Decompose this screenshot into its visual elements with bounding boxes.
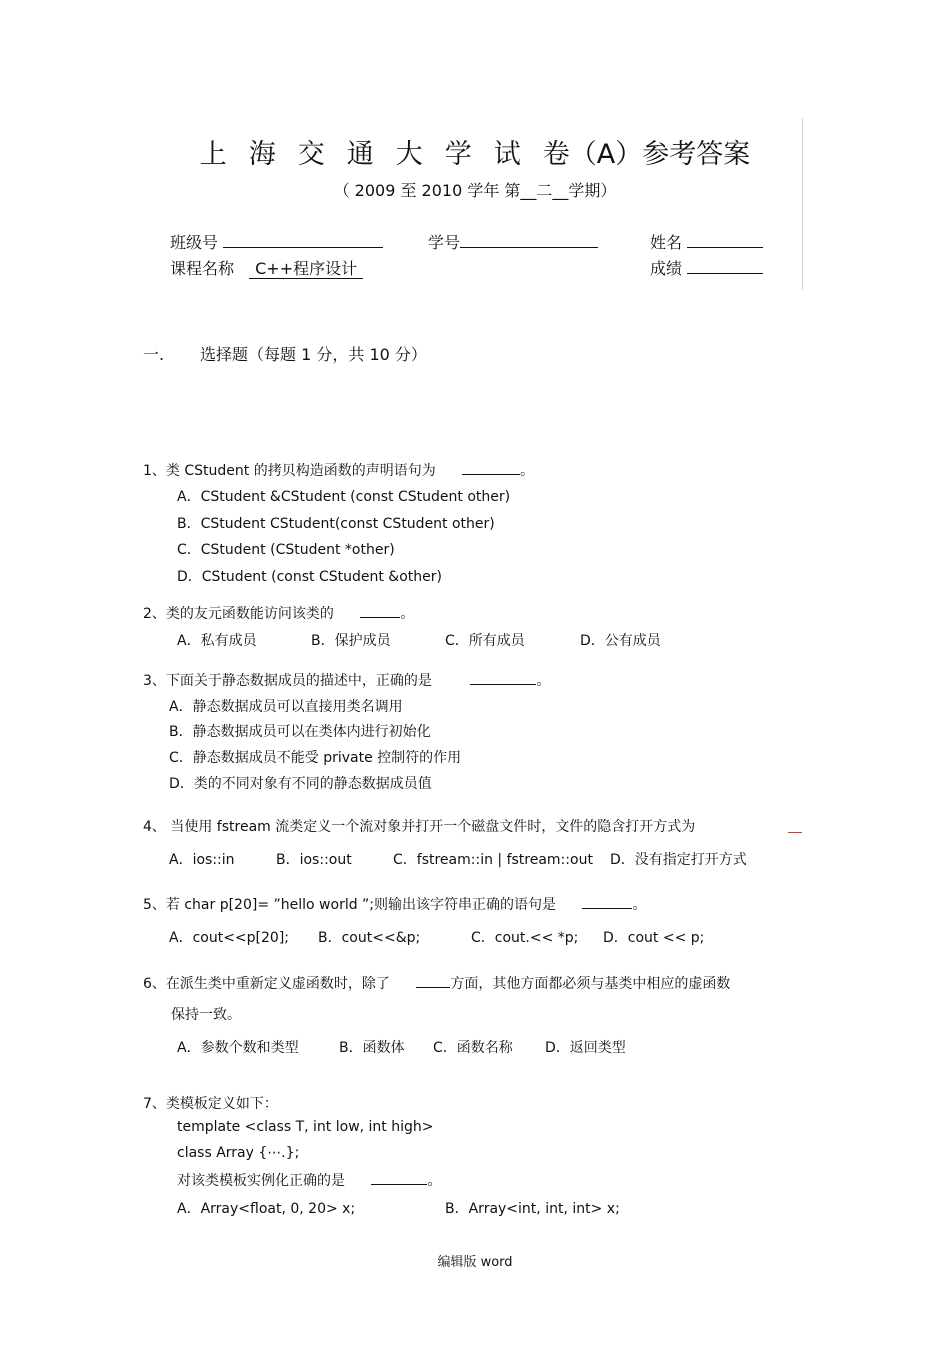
class-label: 班级号: [170, 233, 219, 252]
question-2-option-b: B．保护成员: [311, 633, 391, 649]
question-4-option-c: C．fstream::in | fstream::out: [393, 852, 593, 868]
question-3-option-d: D．类的不同对象有不同的静态数据成员值: [169, 776, 432, 792]
title-char: 试: [493, 139, 521, 170]
question-end: 。: [400, 606, 415, 622]
question-2-option-a: A．私有成员: [177, 633, 257, 649]
answer-blank: [582, 894, 632, 909]
question-1-option-a: A．CStudent &CStudent (const CStudent other): [177, 489, 511, 505]
question-6-stem: [143, 973, 730, 993]
margin-line: [802, 118, 803, 290]
score-blank: [687, 259, 763, 274]
question-1-stem: [143, 460, 534, 480]
exam-subtitle: （ 2009 至 2010 学年 第__二__学期）: [333, 181, 617, 200]
question-6-option-c: C．函数名称: [433, 1040, 513, 1056]
title-char: 通: [346, 139, 374, 170]
code-line: class Array {⋯.};: [177, 1145, 300, 1161]
question-1-option-b: B．CStudent CStudent(const CStudent other): [177, 516, 495, 532]
answer-blank: [462, 460, 520, 475]
question-text: 2、类的友元函数能访问该类的: [143, 606, 334, 622]
question-3-option-b: B．静态数据成员可以在类体内进行初始化: [169, 724, 431, 740]
question-6-option-b: B．函数体: [339, 1040, 405, 1056]
code-line: template <class T, int low, int high>: [177, 1119, 434, 1135]
page-footer: 编辑版 word: [437, 1255, 513, 1270]
question-2-option-c: C．所有成员: [445, 633, 525, 649]
question-4-option-b: B．ios::out: [276, 852, 352, 868]
answer-blank: [788, 818, 802, 837]
question-5-option-d: D．cout << p;: [603, 930, 705, 946]
answer-blank: [360, 603, 400, 618]
question-4-option-a: A．ios::in: [169, 852, 235, 868]
class-field: [170, 230, 383, 253]
question-text-after: 方面，其他方面都必须与基类中相应的虚函数: [450, 976, 731, 992]
question-end: 。: [520, 463, 535, 479]
question-end: 。: [536, 673, 551, 689]
course-value: C++程序设计: [249, 259, 363, 279]
title-char: 海: [248, 139, 276, 170]
question-5-option-a: A．cout<<p[20];: [169, 930, 290, 946]
question-7-option-b: B．Array<int, int, int> x;: [445, 1201, 620, 1217]
question-text: 6、在派生类中重新定义虚函数时，除了: [143, 976, 390, 992]
question-7-option-a: A．Array<float, 0, 20> x;: [177, 1201, 356, 1217]
question-text: 5、若 char p[20]= ”hello world ”;则输出该字符串正确的语句是: [143, 897, 557, 913]
question-4-option-d: D．没有指定打开方式: [610, 852, 747, 868]
answer-blank: [470, 670, 536, 685]
title-char: 大: [395, 139, 423, 170]
score-label: 成绩: [650, 259, 683, 278]
student-id-field: [428, 230, 598, 253]
student-id-blank: [460, 233, 598, 248]
question-5-stem: [143, 894, 646, 914]
question-3-stem: [143, 670, 550, 690]
answer-blank: [371, 1170, 427, 1185]
question-text: 对该类模板实例化正确的是: [177, 1173, 345, 1189]
score-field: [650, 256, 763, 279]
question-2-option-d: D．公有成员: [580, 633, 661, 649]
question-7-stem: 7、类模板定义如下：: [143, 1096, 278, 1112]
question-4-stem: 4、 当使用 fstream 流类定义一个流对象并打开一个磁盘文件时，文件的隐含打开方式为: [143, 819, 696, 835]
question-1-option-c: C．CStudent (CStudent *other): [177, 542, 395, 558]
title-char: 上: [199, 139, 227, 170]
title-char: 交: [297, 139, 325, 170]
section-heading: 选择题（每题 1 分，共 10 分）: [200, 345, 427, 364]
course-field: [170, 256, 363, 279]
question-7-prompt: [177, 1170, 441, 1190]
name-label: 姓名: [650, 233, 683, 252]
question-end: 。: [427, 1173, 442, 1189]
question-6-option-d: D．返回类型: [545, 1040, 626, 1056]
question-3-option-a: A．静态数据成员可以直接用类名调用: [169, 699, 403, 715]
red-mark: [788, 820, 802, 833]
section-number: 一.: [143, 345, 165, 364]
question-6-option-a: A．参数个数和类型: [177, 1040, 299, 1056]
answer-blank: [416, 973, 450, 988]
question-text: 1、类 CStudent 的拷贝构造函数的声明语句为: [143, 463, 436, 479]
question-1-option-d: D．CStudent (const CStudent &other): [177, 569, 442, 585]
course-label: 课程名称: [170, 259, 235, 278]
student-id-label: 学号: [428, 233, 461, 252]
question-3-option-c: C．静态数据成员不能受 private 控制符的作用: [169, 750, 462, 766]
question-6-stem-cont: 保持一致。: [171, 1007, 241, 1023]
name-blank: [687, 233, 763, 248]
question-2-stem: [143, 603, 414, 623]
question-text: 3、下面关于静态数据成员的描述中，正确的是: [143, 673, 432, 689]
title-char: 学: [444, 139, 472, 170]
title-tail: 卷（A）参考答案: [542, 139, 751, 170]
exam-title: [0, 132, 950, 171]
name-field: [650, 230, 763, 253]
question-5-option-b: B．cout<<&p;: [318, 930, 421, 946]
question-end: 。: [632, 897, 647, 913]
question-5-option-c: C．cout.<< *p;: [471, 930, 579, 946]
class-blank: [223, 233, 383, 248]
